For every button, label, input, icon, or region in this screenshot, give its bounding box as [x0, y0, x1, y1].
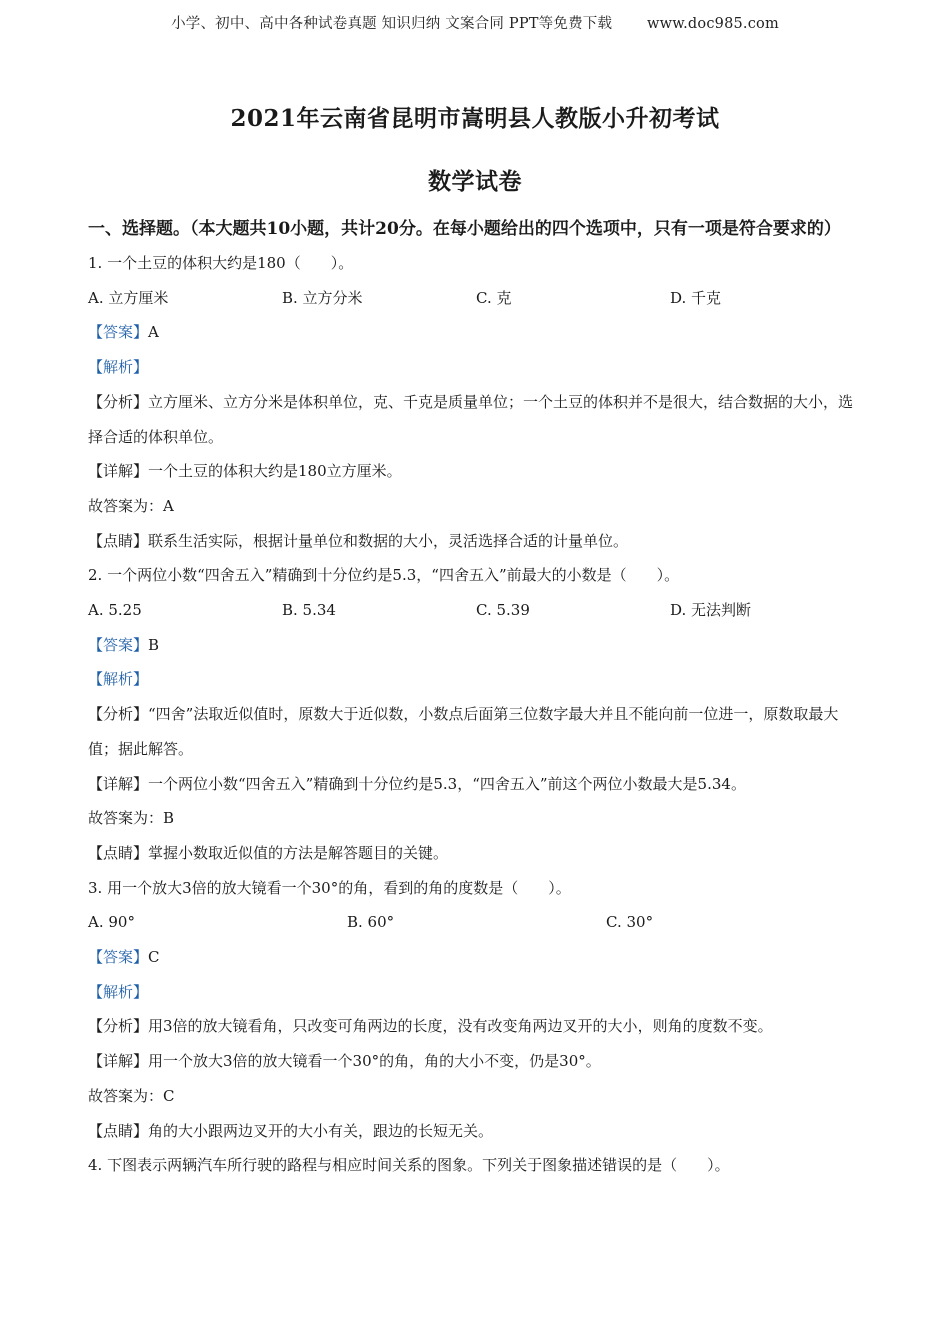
document-body: [88, 212, 868, 1183]
question-1-dianjing: [88, 524, 868, 559]
question-2-analysis-label: [88, 662, 868, 697]
fenxi-tag: 【分析】: [88, 1017, 149, 1036]
option-b: B. 立方分米: [282, 288, 363, 307]
dianjing-text: 联系生活实际，根据计量单位和数据的大小，灵活选择合适的计量单位。: [148, 531, 629, 550]
answer-tag: 【答案】: [88, 323, 149, 342]
answer-tag: 【答案】: [88, 635, 149, 654]
question-2-dianjing: [88, 836, 868, 871]
dianjing-tag: 【点睛】: [88, 843, 149, 862]
option-c: C. 5.39: [476, 601, 530, 620]
question-1-xiangjie: [88, 454, 868, 489]
dianjing-text: 掌握小数取近似值的方法是解答题目的关键。: [148, 843, 449, 862]
fenxi-tag: 【分析】: [88, 392, 149, 411]
question-3-fenxi: [88, 1009, 868, 1044]
answer-value: A: [148, 323, 159, 342]
document-title: 2021年云南省昆明市嵩明县人教版小升初考试: [230, 105, 720, 132]
option-a: A. 90°: [88, 913, 135, 932]
option-a: A. 5.25: [88, 601, 142, 620]
xiangjie-text: 用一个放大3倍的放大镜看一个30°的角，角的大小不变，仍是30°。: [148, 1052, 601, 1071]
page-header: [0, 12, 950, 33]
xiangjie-tag: 【详解】: [88, 462, 149, 481]
answer-value: C: [148, 948, 160, 967]
question-2-fenxi: [88, 697, 868, 766]
fenxi-text: 用3倍的放大镜看角，只改变可角两边的长度，没有改变角两边叉开的大小，则角的度数不变。: [148, 1017, 773, 1036]
dianjing-tag: 【点睛】: [88, 531, 149, 550]
question-3-stem: 3. 用一个放大3倍的放大镜看一个30°的角，看到的角的度数是（ ）。: [88, 878, 571, 897]
option-d: D. 千克: [670, 288, 722, 307]
header-text: 小学、初中、高中各种试卷真题 知识归纳 文案合同 PPT等免费下载: [171, 16, 613, 32]
fenxi-text: “四舍”法取近似值时，原数大于近似数，小数点后面第三位数字最大并且不能向前一位进一，原数取最大值；据此解答。: [88, 705, 839, 758]
question-3-dianjing: [88, 1114, 868, 1149]
answer-tag: 【答案】: [88, 948, 149, 967]
option-c: C. 30°: [606, 913, 654, 932]
option-d: D. 无法判断: [670, 601, 752, 620]
document-subtitle: 数学试卷: [428, 168, 522, 195]
question-2-stem: 2. 一个两位小数“四舍五入”精确到十分位约是5.3，“四舍五入”前最大的小数是（ ）。: [88, 566, 680, 585]
question-1-analysis-label: [88, 350, 868, 385]
option-a: A. 立方厘米: [88, 288, 169, 307]
question-2-xiangjie: [88, 767, 868, 802]
fenxi-text: 立方厘米、立方分米是体积单位，克、千克是质量单位；一个土豆的体积并不是很大，结合数据的大小，选择合适的体积单位。: [88, 392, 854, 446]
xiangjie-tag: 【详解】: [88, 774, 149, 793]
xiangjie-text: 一个土豆的体积大约是180立方厘米。: [148, 462, 402, 481]
question-1-options: [88, 281, 868, 316]
fenxi-tag: 【分析】: [88, 705, 149, 724]
question-3-options: [88, 905, 868, 940]
section-heading: 一、选择题。（本大题共10小题，共计20分。在每小题给出的四个选项中，只有一项是符合要求的）: [88, 219, 841, 239]
option-b: B. 5.34: [282, 601, 336, 620]
answer-value: B: [148, 635, 160, 654]
option-b: B. 60°: [347, 913, 395, 932]
question-2-final: 故答案为：B: [88, 809, 175, 828]
option-c: C. 克: [476, 288, 512, 307]
dianjing-text: 角的大小跟两边叉开的大小有关，跟边的长短无关。: [148, 1121, 494, 1140]
question-1-answer: [88, 315, 868, 350]
question-1-final: 故答案为：A: [88, 496, 174, 515]
question-1-fenxi: [88, 385, 868, 454]
question-2-answer: [88, 628, 868, 663]
question-3-analysis-label: [88, 975, 868, 1010]
question-3-xiangjie: [88, 1044, 868, 1079]
header-site: www.doc985.com: [646, 16, 779, 32]
question-2-options: [88, 593, 868, 628]
question-3-answer: [88, 940, 868, 975]
analysis-tag: 【解析】: [88, 982, 149, 1001]
question-1-stem: 1. 一个土豆的体积大约是180（ ）。: [88, 254, 354, 272]
analysis-tag: 【解析】: [88, 358, 149, 377]
xiangjie-text: 一个两位小数“四舍五入”精确到十分位约是5.3，“四舍五入”前这个两位小数最大是5.34。: [148, 774, 746, 793]
dianjing-tag: 【点睛】: [88, 1121, 149, 1140]
analysis-tag: 【解析】: [88, 670, 149, 689]
question-4-stem: 4. 下图表示两辆汽车所行驶的路程与相应时间关系的图象。下列关于图象描述错误的是（ ）。: [88, 1156, 730, 1175]
xiangjie-tag: 【详解】: [88, 1052, 149, 1071]
question-3-final: 故答案为：C: [88, 1086, 175, 1105]
